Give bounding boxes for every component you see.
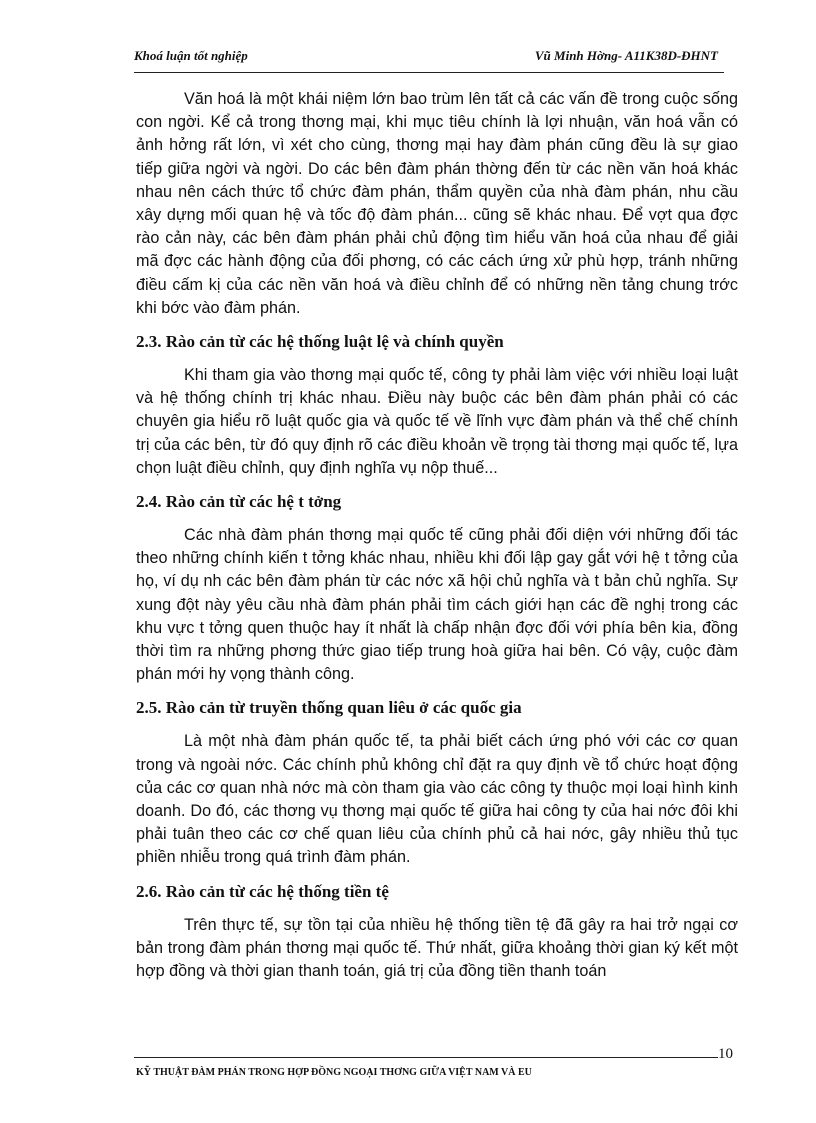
- footer-title: KỸ THUẬT ĐÀM PHÁN TRONG HỢP ĐỒNG NGOẠI THƠNG GIỮA VIỆT NAM VÀ EU: [136, 1067, 532, 1078]
- heading-2-5: 2.5. Rào cản từ truyền thống quan liêu ở các quốc gia: [136, 698, 522, 718]
- paragraph-ideology: Các nhà đàm phán thơng mại quốc tế cũng phải đối diện với những đối tác theo những chính kiến t tởng khác nhau, nhiều khi đối lập gay gắt với hệ t tởng của họ, ví dụ nh các bên đàm phán từ các nớc xã hội chủ nghĩa và t bản chủ nghĩa. Sự xung đột này yêu cầu nhà đàm phán phải tìm cách giới hạn các đề nghị trong các khu vực t tởng quen thuộc hay ít nhất là chấp nhận đợc đối với phía bên kia, đồng thời tìm ra những phơng thức giao tiếp trung hoà giữa hai bên. Có vậy, cuộc đàm phán mới hy vọng thành công.: [136, 526, 738, 684]
- heading-2-3: 2.3. Rào cản từ các hệ thống luật lệ và chính quyền: [136, 332, 504, 352]
- heading-2-4: 2.4. Rào cản từ các hệ t tởng: [136, 492, 342, 512]
- paragraph-bureaucracy: Là một nhà đàm phán quốc tế, ta phải biết cách ứng phó với các cơ quan trong và ngoài nớc. Các chính phủ không chỉ đặt ra quy định về tổ chức hoạt động của các cơ quan nhà nớc mà còn tham gia vào các công ty thuộc mọi loại hình kinh doanh. Do đó, các thơng vụ thơng mại quốc tế giữa hai công ty của hai nớc đôi khi phải tuân theo các cơ chế quan liêu của chính phủ cả hai nớc, gây nhiều thủ tục phiền nhiễu trong quá trình đàm phán.: [136, 732, 738, 867]
- page-header: [134, 46, 724, 73]
- paragraph-law: Khi tham gia vào thơng mại quốc tế, công ty phải làm việc với nhiều loại luật và hệ thống chính trị khác nhau. Điều này buộc các bên đàm phán phải có các chuyên gia hiểu rõ luật quốc gia và quốc tế về lĩnh vực đàm phán và thể chế chính trị của các bên, từ đó quy định rõ các điều khoản về trọng tài thơng mại quốc tế, lựa chọn luật điều chỉnh, quy định nghĩa vụ nộp thuế...: [136, 366, 738, 477]
- heading-2-6: 2.6. Rào cản từ các hệ thống tiền tệ: [136, 881, 389, 901]
- footer-divider: [134, 1057, 718, 1058]
- page-body: [136, 88, 738, 994]
- header-author: Vũ Minh Hờng- A11K38D-ĐHNT: [534, 48, 718, 63]
- paragraph-culture: Văn hoá là một khái niệm lớn bao trùm lên tất cả các vấn đề trong cuộc sống con ngời. Kể cả trong thơng mại, khi mục tiêu chính là lợi nhuận, văn hoá vẫn có ảnh hởng rất lớn, vì xét cho cùng, thơng mại hay đàm phán cũng đều là sự giao tiếp giữa ngời và ngời. Do các bên đàm phán thờng đến từ các nền văn hoá khác nhau nên cách thức tổ chức đàm phán, thẩm quyền của nhà đàm phán, nhu cầu xây dựng mối quan hệ và tốc độ đàm phán... cũng sẽ khác nhau. Để vợt qua đợc rào cản này, các bên đàm phán phải chủ động tìm hiểu văn hoá của nhau để giải mã đợc các hành động của đối phơng, có các cách ứng xử phù hợp, tránh những điều cấm kị của các nền văn hoá và điều chỉnh để có những nền tảng chung trớc khi bớc vào đàm phán.: [136, 90, 738, 317]
- header-thesis-label: Khoá luận tốt nghiệp: [134, 48, 248, 63]
- page-number: 10: [718, 1046, 733, 1062]
- paragraph-currency: Trên thực tế, sự tồn tại của nhiều hệ thống tiền tệ đã gây ra hai trở ngại cơ bản trong đàm phán thơng mại quốc tế. Thứ nhất, giữa khoảng thời gian ký kết một hợp đồng và thời gian thanh toán, giá trị của đồng tiền thanh toán: [136, 915, 738, 981]
